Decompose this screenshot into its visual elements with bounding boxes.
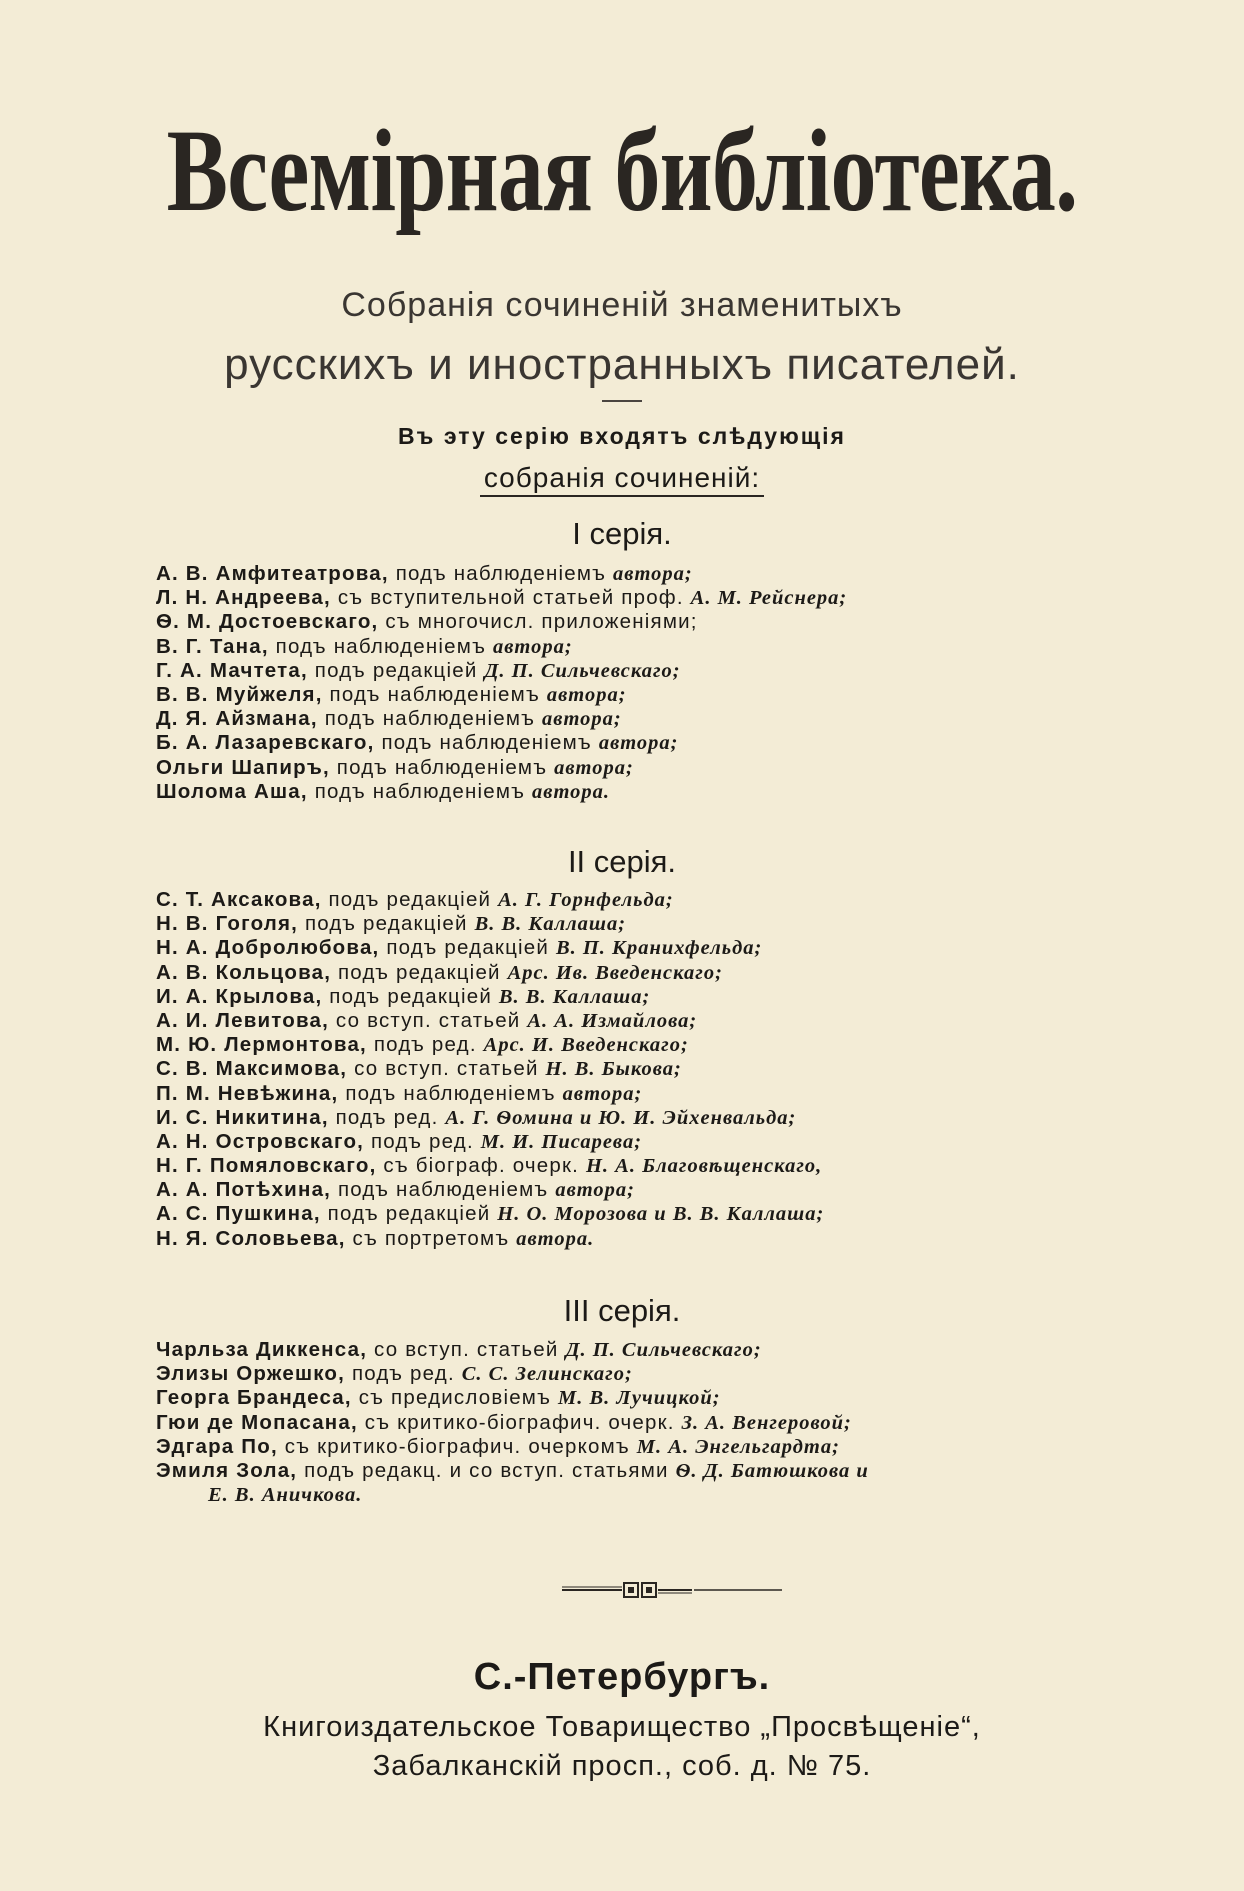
entry-editor: А. Г. Горнфельда;: [498, 889, 674, 911]
entry-editor: В. В. Каллаша;: [474, 913, 627, 936]
entry-author: Д. Я. Айзмана,: [156, 707, 318, 731]
series-1-heading: I серiя.: [572, 516, 672, 551]
entry-author: Л. Н. Андреева,: [156, 586, 331, 610]
collection-entry: [156, 985, 1116, 1009]
collection-entry: [156, 683, 1116, 707]
entry-author: А. В. Амфитеатрова,: [156, 562, 389, 585]
entry-author: П. М. Невѣжина,: [156, 1081, 339, 1105]
entry-editor: Н. А. Благовѣщенскаго,: [585, 1155, 823, 1178]
entry-description: подъ редакц. и со вступ. статьями: [297, 1458, 676, 1482]
entry-description: подъ наблюденiемъ: [268, 634, 493, 658]
collection-entry: [156, 1130, 1116, 1154]
collection-entry: [156, 707, 1116, 731]
entry-editor: автора;: [555, 1179, 635, 1202]
entry-description: подъ наблюденiемъ: [317, 707, 543, 731]
collection-entry: [156, 888, 1116, 912]
entry-author: Ольги Шапиръ,: [156, 755, 330, 779]
collection-entry: [156, 610, 1116, 634]
entry-editor: автора.: [516, 1227, 595, 1250]
subtitle-line-2: русскихъ и иностранныхъ писателей.: [224, 340, 1020, 389]
collection-entry: [156, 659, 1116, 683]
collection-entry: [156, 1082, 1116, 1106]
collection-entry: [156, 912, 1116, 936]
collection-entry: [156, 780, 1116, 804]
entry-description: подъ наблюденiемъ: [331, 1178, 556, 1202]
entry-author: Г. А. Мачтета,: [156, 658, 308, 682]
entry-description: съ критико-бiографич. очерк.: [357, 1410, 682, 1434]
entry-description: подъ ред.: [364, 1129, 481, 1153]
collection-entry: [156, 1338, 1116, 1362]
collection-entry: [156, 635, 1116, 659]
collection-entry: [156, 1459, 1116, 1483]
entry-author: Н. А. Добролюбова,: [156, 936, 380, 960]
city: С.-Петербургъ.: [473, 1656, 771, 1698]
entry-description: подъ наблюденiемъ: [322, 682, 547, 706]
entry-description: подъ редакцiей: [379, 936, 556, 960]
entry-description: съ бiограф. очерк.: [376, 1154, 586, 1178]
collection-entry: [156, 1483, 1116, 1507]
entry-editor: В. П. Кранихфельда;: [555, 937, 763, 960]
entry-description: подъ наблюденiемъ: [374, 731, 599, 755]
collection-entry: [156, 1033, 1116, 1057]
entry-description: съ критико-бiографич. очеркомъ: [277, 1434, 637, 1458]
entry-author: А. В. Кольцова,: [156, 960, 332, 984]
library-title: Всемiрная библiотека.: [166, 105, 1078, 236]
series-1-list: [156, 562, 1116, 804]
collection-entry: [156, 936, 1116, 960]
series-2-list: [156, 888, 1116, 1251]
entry-editor: М. И. Писарева;: [480, 1130, 643, 1153]
entry-description: подъ ред.: [328, 1105, 446, 1129]
collection-entry: [156, 1106, 1116, 1130]
entry-author: И. А. Крылова,: [156, 984, 323, 1008]
collection-entry: [156, 1386, 1116, 1410]
entry-author: А. А. Потѣхина,: [156, 1178, 332, 1202]
entry-description: подъ ред.: [345, 1362, 462, 1386]
collection-entry: [156, 1057, 1116, 1081]
entry-author: С. Т. Аксакова,: [156, 888, 322, 911]
entry-description: подъ редакцiей: [322, 984, 499, 1008]
series-3-list: [156, 1338, 1116, 1507]
collection-entry: [156, 1009, 1116, 1033]
entry-author: В. В. Муйжеля,: [156, 682, 323, 706]
entry-editor: автора;: [546, 683, 627, 706]
entry-author: И. С. Никитина,: [156, 1105, 329, 1129]
collection-entry: [156, 1202, 1116, 1226]
entry-editor: Е. В. Аничкова.: [208, 1484, 363, 1507]
entry-description: подъ наблюденiемъ: [307, 779, 533, 803]
entry-author: Элизы Оржешко,: [156, 1362, 346, 1386]
publisher: Книгоиздательское Товарищество „Просвѣщенiе“,: [263, 1711, 981, 1743]
short-divider: [602, 400, 642, 402]
collection-entry: [156, 586, 1116, 610]
entry-description: подъ ред.: [366, 1033, 484, 1057]
collection-entry: [156, 1411, 1116, 1435]
entry-author: Эмиля Зола,: [156, 1458, 298, 1482]
collection-entry: [156, 1178, 1116, 1202]
intro-line-2: [0, 462, 1244, 494]
entry-author: Гюи де Мопасана,: [156, 1410, 358, 1434]
entry-description: со вступ. статьей: [367, 1338, 566, 1361]
entry-author: Б. А. Лазаревскаго,: [156, 731, 375, 755]
collection-entry: [156, 562, 1116, 586]
entry-description: съ предисловiемъ: [351, 1386, 559, 1410]
subtitle-line-1: Собранiя сочиненiй знаменитыхъ: [341, 286, 903, 324]
entry-author: Эдгара По,: [156, 1434, 278, 1458]
entry-description: подъ наблюденiемъ: [338, 1081, 563, 1105]
entry-editor: автора;: [554, 756, 634, 779]
entry-description: со вступ. статьей: [347, 1057, 546, 1081]
entry-author: А. Н. Островскаго,: [156, 1129, 365, 1153]
entry-author: М. Ю. Лермонтова,: [156, 1033, 367, 1057]
entry-editor: автора;: [562, 1082, 643, 1105]
entry-editor: автора;: [598, 732, 679, 755]
entry-author: Чарльза Диккенса,: [156, 1338, 368, 1361]
entry-description: подъ редакцiей: [320, 1202, 498, 1226]
entry-description: подъ наблюденiемъ: [329, 755, 555, 779]
entry-description: съ многочисл. приложенiями;: [378, 610, 698, 634]
entry-editor: Д. П. Сильчевскаго;: [484, 659, 681, 682]
entry-description: подъ редакцiей: [321, 888, 499, 911]
entry-editor: М. В. Лучицкой;: [558, 1387, 721, 1410]
entry-author: Н. Я. Соловьева,: [156, 1226, 346, 1250]
entry-editor: автора.: [532, 780, 611, 803]
entry-editor: Арс. Ив. Введенскаго;: [507, 961, 723, 984]
entry-editor: В. В. Каллаша;: [498, 985, 651, 1008]
entry-author: Н. В. Гоголя,: [156, 912, 299, 936]
entry-editor: А. А. Измайлова;: [527, 1009, 698, 1032]
collection-entry: [156, 731, 1116, 755]
entry-editor: А. Г. Ѳомина и Ю. И. Эйхенвальда;: [445, 1106, 797, 1129]
entry-author: А. С. Пушкина,: [156, 1202, 321, 1226]
entry-editor: Ѳ. Д. Батюшкова и: [675, 1459, 869, 1482]
entry-editor: автора;: [613, 563, 693, 585]
entry-author: Н. Г. Помяловскаго,: [156, 1154, 377, 1178]
collection-entry: [156, 1362, 1116, 1386]
entry-editor: З. А. Венгеровой;: [681, 1411, 852, 1434]
intro-line-1: Въ эту серiю входятъ слѣдующiя: [398, 423, 846, 449]
ornament-divider: [562, 1578, 782, 1602]
entry-description: со вступ. статьей: [329, 1008, 528, 1032]
entry-editor: Н. В. Быкова;: [545, 1058, 682, 1081]
collection-entry: [156, 1435, 1116, 1459]
collection-entry: [156, 756, 1116, 780]
entry-editor: Арс. И. Введенскаго;: [483, 1034, 689, 1057]
address: Забалканскiй просп., соб. д. № 75.: [372, 1750, 872, 1782]
entry-editor: автора;: [542, 708, 622, 731]
collection-entry: [156, 961, 1116, 985]
entry-description: съ вступительной статьей проф.: [330, 586, 691, 610]
series-2-heading: II серiя.: [567, 844, 677, 879]
entry-author: Ѳ. М. Достоевскаго,: [156, 610, 379, 634]
intro-line-2-text: собранiя сочиненiй:: [480, 462, 764, 497]
collection-entry: [156, 1154, 1116, 1178]
collection-entry: [156, 1227, 1116, 1251]
entry-author: Георга Брандеса,: [156, 1386, 352, 1410]
entry-author: В. Г. Тана,: [156, 634, 269, 658]
entry-editor: автора;: [493, 635, 573, 658]
entry-description: подъ наблюденiемъ: [388, 562, 614, 585]
entry-description: подъ редакцiей: [298, 912, 475, 936]
entry-description: съ портретомъ: [345, 1226, 517, 1250]
entry-author: С. В. Максимова,: [156, 1057, 348, 1081]
entry-description: подъ редакцiей: [331, 960, 508, 984]
series-3-heading: III серiя.: [563, 1293, 681, 1328]
entry-description: подъ редакцiей: [307, 658, 485, 682]
entry-author: А. И. Левитова,: [156, 1008, 330, 1032]
entry-editor: М. А. Энгельгардта;: [636, 1435, 840, 1458]
entry-editor: Д. П. Сильчевскаго;: [565, 1339, 762, 1361]
entry-author: Шолома Аша,: [156, 779, 308, 803]
entry-editor: С. С. Зелинскаго;: [461, 1363, 633, 1386]
entry-editor: А. М. Рейснера;: [690, 587, 848, 610]
entry-editor: Н. О. Морозова и В. В. Каллаша;: [497, 1203, 825, 1226]
